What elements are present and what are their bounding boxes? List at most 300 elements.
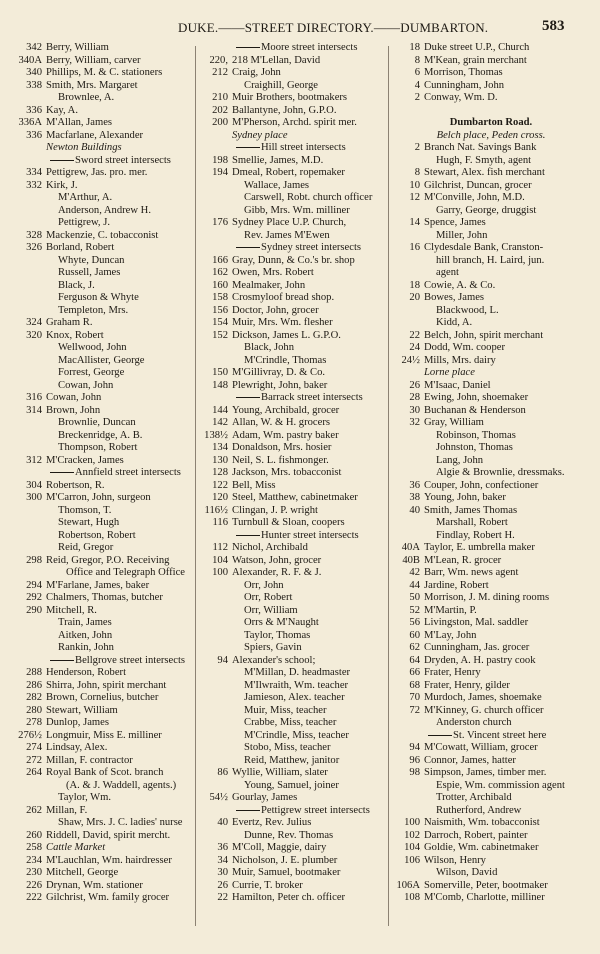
directory-entry: [392, 567, 590, 580]
directory-entry: [14, 867, 190, 880]
entry-text: Cowan, John: [58, 379, 114, 391]
directory-entry: [14, 317, 190, 330]
directory-entry: [200, 330, 384, 343]
entry-text: Taylor, E. umbrella maker: [424, 542, 535, 553]
directory-entry: [392, 67, 590, 80]
street-number: 86: [217, 767, 228, 778]
directory-entry: [392, 480, 590, 493]
street-number: 40A: [401, 542, 420, 553]
directory-entry: [200, 230, 384, 243]
street-number: 324: [26, 317, 42, 328]
street-number: 148: [212, 379, 228, 391]
street-number: 8: [414, 54, 420, 66]
directory-entry: [392, 242, 590, 255]
directory-entry: [392, 880, 590, 893]
street-number: 68: [409, 679, 420, 691]
directory-entry: [14, 642, 190, 655]
directory-entry: [392, 355, 590, 368]
entry-text: Johnston, Thomas: [436, 442, 513, 453]
directory-entry: [14, 667, 190, 680]
directory-entry: [200, 342, 384, 355]
directory-entry: [392, 542, 590, 555]
entry-text: Shaw, Mrs. J. C. ladies' nurse: [58, 817, 183, 828]
street-number: 100: [404, 817, 420, 828]
entry-text: Smellie, James, M.D.: [232, 154, 324, 166]
directory-entry: [14, 80, 190, 93]
street-number: 42: [409, 567, 420, 578]
directory-entry: [14, 67, 190, 80]
directory-entry: [14, 592, 190, 605]
directory-entry: [14, 517, 190, 530]
entry-text: Berry, William, carver: [46, 54, 141, 66]
directory-entry: [392, 755, 590, 768]
directory-entry: [200, 317, 384, 330]
entry-text: Robinson, Thomas: [436, 429, 516, 441]
entry-text: Nicholson, J. E. plumber: [232, 854, 338, 866]
street-number: 210: [212, 92, 228, 103]
entry-text: Taylor, Thomas: [244, 629, 311, 641]
street-number: 226: [26, 879, 42, 891]
entry-text: Jamieson, Alex. teacher: [244, 692, 345, 703]
street-number: 54½: [209, 792, 228, 803]
entry-text: Orrs & M'Naught: [244, 617, 319, 628]
entry-text: Gibb, Mrs. Wm. milliner: [244, 204, 350, 216]
entry-text: Lorne place: [424, 367, 475, 378]
street-number: 26: [409, 379, 420, 391]
entry-text: Russell, James: [58, 267, 121, 278]
directory-entry: [392, 780, 590, 793]
directory-entry: [392, 380, 590, 393]
street-number: 72: [409, 704, 420, 716]
entry-text: Hamilton, Peter ch. officer: [232, 892, 346, 903]
directory-entry: [392, 267, 590, 280]
entry-text: Belch, John, spirit merchant: [424, 329, 544, 341]
entry-text: Steel, Matthew, cabinetmaker: [232, 492, 358, 503]
entry-text: M'Comb, Charlotte, milliner: [424, 892, 545, 903]
street-number: 134: [212, 442, 228, 453]
entry-text: Doctor, John, grocer: [232, 304, 319, 316]
street-number: 326: [26, 242, 42, 253]
intersection-line: [392, 730, 590, 743]
street-number: 336: [26, 104, 42, 116]
entry-text: Forrest, George: [58, 367, 125, 378]
street-number: 104: [404, 842, 420, 853]
entry-text: Breckenridge, A. B.: [58, 429, 143, 441]
entry-text: Lindsay, Alex.: [46, 742, 108, 753]
directory-entry: [200, 605, 384, 618]
directory-entry: [14, 892, 190, 905]
entry-text: agent: [436, 267, 459, 278]
entry-text: Crabbe, Miss, teacher: [244, 717, 337, 728]
directory-entry: [392, 155, 590, 168]
entry-text: Smith, James Thomas: [424, 504, 518, 516]
directory-entry: [14, 880, 190, 893]
directory-entry: [200, 705, 384, 718]
entry-text: Templeton, Mrs.: [58, 304, 129, 316]
directory-entry: [392, 630, 590, 643]
entry-text: Gourlay, James: [232, 792, 298, 803]
entry-text: Craig, John: [232, 67, 281, 78]
street-number: 272: [26, 754, 42, 766]
street-number: 340A: [18, 54, 42, 66]
entry-text: Black, John: [244, 342, 295, 353]
running-title: DUKE.——STREET DIRECTORY.——DUMBARTON.: [178, 20, 489, 35]
directory-entry: [392, 92, 590, 105]
street-number: 152: [212, 329, 228, 341]
entry-text: M'Carron, John, surgeon: [46, 492, 151, 503]
directory-entry: [14, 830, 190, 843]
directory-entry: [200, 642, 384, 655]
directory-entry: [200, 205, 384, 218]
directory-entry: [200, 92, 384, 105]
street-number: 56: [409, 617, 420, 628]
entry-text: Clydesdale Bank, Cranston-: [424, 242, 544, 253]
directory-entry: [200, 217, 384, 230]
entry-text: Anderson, Andrew H.: [58, 204, 151, 216]
entry-text: Robertson, Robert: [58, 529, 136, 541]
entry-text: Jardine, Robert: [424, 579, 489, 591]
directory-entry: [392, 867, 590, 880]
directory-entry: [392, 517, 590, 530]
street-number: 94: [217, 654, 228, 666]
entry-text: M'Isaac, Daniel: [424, 379, 491, 391]
street-number: 234: [26, 854, 42, 866]
street-number: 294: [26, 579, 42, 591]
directory-entry: [200, 80, 384, 93]
entry-text: Newton Buildings: [46, 142, 122, 153]
entry-text: Crosmyloof bread shop.: [232, 292, 335, 303]
directory-entry: [392, 605, 590, 618]
directory-entry: [392, 330, 590, 343]
entry-text: Pettigrew street intersects: [232, 805, 370, 816]
directory-entry: [200, 842, 384, 855]
street-number: 144: [212, 404, 228, 416]
entry-text: Borland, Robert: [46, 242, 115, 253]
directory-entry: [392, 892, 590, 905]
entry-text: M'Pherson, Archd. spirit mer.: [232, 117, 357, 128]
directory-entry: [392, 105, 590, 118]
directory-entry: [200, 255, 384, 268]
entry-text: Cowie, A. & Co.: [424, 279, 496, 291]
street-number: 200: [212, 117, 228, 128]
entry-text: Bowes, James: [424, 292, 485, 303]
directory-entry: [392, 80, 590, 93]
directory-entry: [200, 855, 384, 868]
directory-entry: [200, 67, 384, 80]
entry-text: Thomson, T.: [58, 504, 112, 516]
entry-text: Somerville, Peter, bootmaker: [424, 879, 548, 891]
entry-text: Allan, W. & H. grocers: [232, 417, 330, 428]
entry-text: Bell, Miss: [232, 479, 276, 491]
directory-entry: [14, 105, 190, 118]
entry-text: Millan, F.: [46, 804, 88, 816]
street-number: 288: [26, 667, 42, 678]
directory-entry: [392, 42, 590, 55]
directory-entry: [392, 405, 590, 418]
directory-entry: [14, 230, 190, 243]
entry-text: Kay, A.: [46, 104, 78, 116]
directory-entry: [392, 192, 590, 205]
directory-column-3: [392, 42, 590, 905]
directory-entry: [200, 442, 384, 455]
street-number: 320: [26, 329, 42, 341]
entry-text: M'Coll, Maggie, dairy: [232, 842, 327, 853]
directory-entry: [14, 42, 190, 55]
directory-entry: [14, 567, 190, 580]
street-number: 194: [212, 167, 228, 178]
entry-text: Dunne, Rev. Thomas: [244, 829, 334, 841]
entry-text: Stobo, Miss, teacher: [244, 742, 331, 753]
entry-text: Barr, Wm. news agent: [424, 567, 519, 578]
intersection-line: [200, 42, 384, 55]
entry-text: Turnbull & Sloan, coopers: [232, 517, 345, 528]
entry-text: M'Gillivray, D. & Co.: [232, 367, 326, 378]
directory-entry: [200, 267, 384, 280]
street-number: 138½: [204, 429, 228, 441]
street-number: 316: [26, 392, 42, 403]
street-number: 22: [409, 329, 420, 341]
entry-text: Carswell, Robt. church officer: [244, 192, 373, 203]
street-number: 24: [409, 342, 420, 353]
directory-entry: [14, 792, 190, 805]
directory-entry: [200, 655, 384, 668]
street-number: 12: [409, 192, 420, 203]
directory-entry: [14, 480, 190, 493]
directory-entry: [200, 780, 384, 793]
directory-entry: [392, 792, 590, 805]
entry-text: Knox, Robert: [46, 329, 104, 341]
entry-text: Belch place, Peden cross.: [436, 129, 546, 141]
street-number: 4: [414, 79, 420, 91]
entry-text: Naismith, Wm. tobacconist: [424, 817, 540, 828]
entry-text: Reid, Gregor: [58, 542, 114, 553]
directory-entry: [14, 742, 190, 755]
directory-entry: [200, 617, 384, 630]
directory-entry: [14, 242, 190, 255]
street-number: 112: [212, 542, 228, 553]
directory-entry: [14, 842, 190, 855]
entry-text: St. Vincent street here: [424, 730, 546, 741]
directory-entry: [392, 55, 590, 68]
entry-text: M'Kinney, G. church officer: [424, 704, 544, 716]
entry-text: Frater, Henry, gilder: [424, 679, 510, 691]
intersection-line: [14, 155, 190, 168]
entry-text: Simpson, James, timber mer.: [424, 767, 547, 778]
street-number: 94: [409, 742, 420, 753]
entry-text: M'Kean, grain merchant: [424, 54, 527, 66]
column-divider: [388, 46, 389, 926]
directory-entry: [200, 755, 384, 768]
entry-text: Annfield street intersects: [46, 467, 181, 478]
entry-text: Aitken, John: [58, 629, 113, 641]
directory-entry: [200, 580, 384, 593]
entry-text: Mackenzie, C. tobacconist: [46, 229, 159, 241]
entry-text: Chalmers, Thomas, butcher: [46, 592, 163, 603]
page-number: 583: [542, 18, 565, 34]
directory-entry: [14, 380, 190, 393]
entry-text: Brownlee, A.: [58, 92, 115, 103]
street-number: 64: [409, 654, 420, 666]
column-divider: [195, 46, 196, 926]
directory-entry: [200, 567, 384, 580]
entry-text: Mitchell, George: [46, 867, 119, 878]
directory-entry: [14, 405, 190, 418]
entry-text: Ferguson & Whyte: [58, 292, 139, 303]
directory-entry: [392, 392, 590, 405]
directory-entry: [14, 142, 190, 155]
entry-text: M'Lauchlan, Wm. hairdresser: [46, 854, 172, 866]
street-number: 262: [26, 804, 42, 816]
entry-text: Reid, Gregor, P.O. Receiving: [46, 554, 170, 566]
street-number: 20: [409, 292, 420, 303]
entry-text: Morrison, J. M. dining rooms: [424, 592, 550, 603]
entry-text: Royal Bank of Scot. branch: [46, 767, 164, 778]
entry-text: Drynan, Wm. stationer: [46, 879, 143, 891]
entry-text: Jackson, Mrs. tobacconist: [232, 467, 342, 478]
directory-entry: [14, 117, 190, 130]
entry-text: Wallace, James: [244, 179, 310, 191]
entry-text: Moore street intersects: [232, 42, 358, 53]
street-number: 282: [26, 692, 42, 703]
street-number: 8: [414, 167, 420, 178]
directory-entry: [392, 492, 590, 505]
directory-entry: [14, 167, 190, 180]
directory-entry: [200, 892, 384, 905]
street-number: 154: [212, 317, 228, 328]
entry-text: Anderston church: [436, 717, 512, 728]
entry-text: M'Cracken, James: [46, 454, 124, 466]
directory-entry: [200, 130, 384, 143]
entry-text: Clingan, J. P. wright: [232, 504, 318, 516]
street-number: 328: [26, 229, 42, 241]
entry-text: Conway, Wm. D.: [424, 92, 498, 103]
entry-text: Rutherford, Andrew: [436, 804, 522, 816]
directory-entry: [392, 317, 590, 330]
street-number: 220,: [209, 54, 228, 66]
directory-entry: [200, 280, 384, 293]
directory-entry: [392, 230, 590, 243]
directory-entry: [14, 392, 190, 405]
directory-entry: [14, 92, 190, 105]
directory-entry: [200, 592, 384, 605]
entry-text: Muir Brothers, bootmakers: [232, 92, 348, 103]
entry-text: Rankin, John: [58, 642, 114, 653]
entry-text: Robertson, R.: [46, 479, 105, 491]
intersection-line: [14, 655, 190, 668]
street-number: 6: [414, 67, 420, 78]
directory-entry: [392, 642, 590, 655]
street-number: 130: [212, 454, 228, 466]
entry-text: Macfarlane, Alexander: [46, 129, 144, 141]
page-header: [0, 16, 600, 38]
directory-entry: [392, 367, 590, 380]
directory-entry: [200, 380, 384, 393]
street-number: 30: [409, 404, 420, 416]
street-number: 160: [212, 279, 228, 291]
street-number: 128: [212, 467, 228, 478]
directory-entry: [392, 430, 590, 443]
street-number: 36: [409, 479, 420, 491]
entry-text: Currie, T. broker: [232, 879, 303, 891]
street-number: 60: [409, 629, 420, 641]
directory-entry: [392, 817, 590, 830]
entry-text: Muir, Miss, teacher: [244, 704, 327, 716]
directory-entry: [200, 105, 384, 118]
directory-entry: [14, 455, 190, 468]
directory-entry: [14, 55, 190, 68]
street-number: 38: [409, 492, 420, 503]
directory-entry: [14, 705, 190, 718]
street-number: 66: [409, 667, 420, 678]
directory-entry: [392, 167, 590, 180]
directory-entry: [392, 342, 590, 355]
entry-text: Rev. James M'Ewen: [244, 229, 330, 241]
directory-entry: [392, 555, 590, 568]
entry-text: Office and Telegraph Office: [66, 567, 185, 578]
directory-entry: [14, 805, 190, 818]
entry-text: M'Crindle, Miss, teacher: [244, 729, 349, 741]
street-number: 106: [404, 854, 420, 866]
street-number: 198: [212, 154, 228, 166]
entry-text: Wilson, Henry: [424, 854, 486, 866]
street-number: 14: [409, 217, 420, 228]
street-number: 338: [26, 79, 42, 91]
entry-text: Murdoch, James, shoemake: [424, 692, 542, 703]
entry-text: Berry, William: [46, 42, 109, 53]
street-number: 156: [212, 304, 228, 316]
directory-entry: [392, 842, 590, 855]
directory-entry: [200, 505, 384, 518]
entry-text: Algie & Brownlie, dressmaks.: [436, 467, 565, 478]
street-number: 30: [217, 867, 228, 878]
directory-entry: [200, 292, 384, 305]
directory-entry: [200, 517, 384, 530]
entry-text: Sydney street intersects: [232, 242, 361, 253]
directory-entry: [14, 192, 190, 205]
street-number: 304: [26, 479, 42, 491]
directory-entry: [392, 617, 590, 630]
entry-text: 218 M'Lellan, David: [232, 54, 321, 66]
directory-entry: [14, 355, 190, 368]
directory-entry: [14, 342, 190, 355]
directory-entry: [200, 405, 384, 418]
entry-text: Espie, Wm. commission agent: [436, 779, 565, 791]
entry-text: M'Millan, D. headmaster: [244, 667, 351, 678]
street-number: 50: [409, 592, 420, 603]
entry-text: M'Allan, James: [46, 117, 113, 128]
entry-text: Frater, Henry: [424, 667, 481, 678]
entry-text: Stewart, Alex. fish merchant: [424, 167, 545, 178]
entry-text: Dodd, Wm. cooper: [424, 342, 506, 353]
entry-text: Mitchell, R.: [46, 604, 97, 616]
street-number: 312: [26, 454, 42, 466]
entry-text: M'Crindle, Thomas: [244, 354, 327, 366]
street-number: 290: [26, 604, 42, 616]
entry-text: Brown, John: [46, 404, 101, 416]
directory-entry: [14, 605, 190, 618]
street-number: 162: [212, 267, 228, 278]
entry-text: Whyte, Duncan: [58, 254, 125, 266]
street-number: 258: [26, 842, 42, 853]
directory-entry: [200, 480, 384, 493]
street-number: 142: [212, 417, 228, 428]
entry-text: M'Arthur, A.: [58, 192, 113, 203]
directory-entry: [14, 417, 190, 430]
directory-entry: [200, 355, 384, 368]
entry-text: Brown, Cornelius, butcher: [46, 692, 159, 703]
entry-text: M'Farlane, James, baker: [46, 579, 150, 591]
directory-entry: [392, 530, 590, 543]
